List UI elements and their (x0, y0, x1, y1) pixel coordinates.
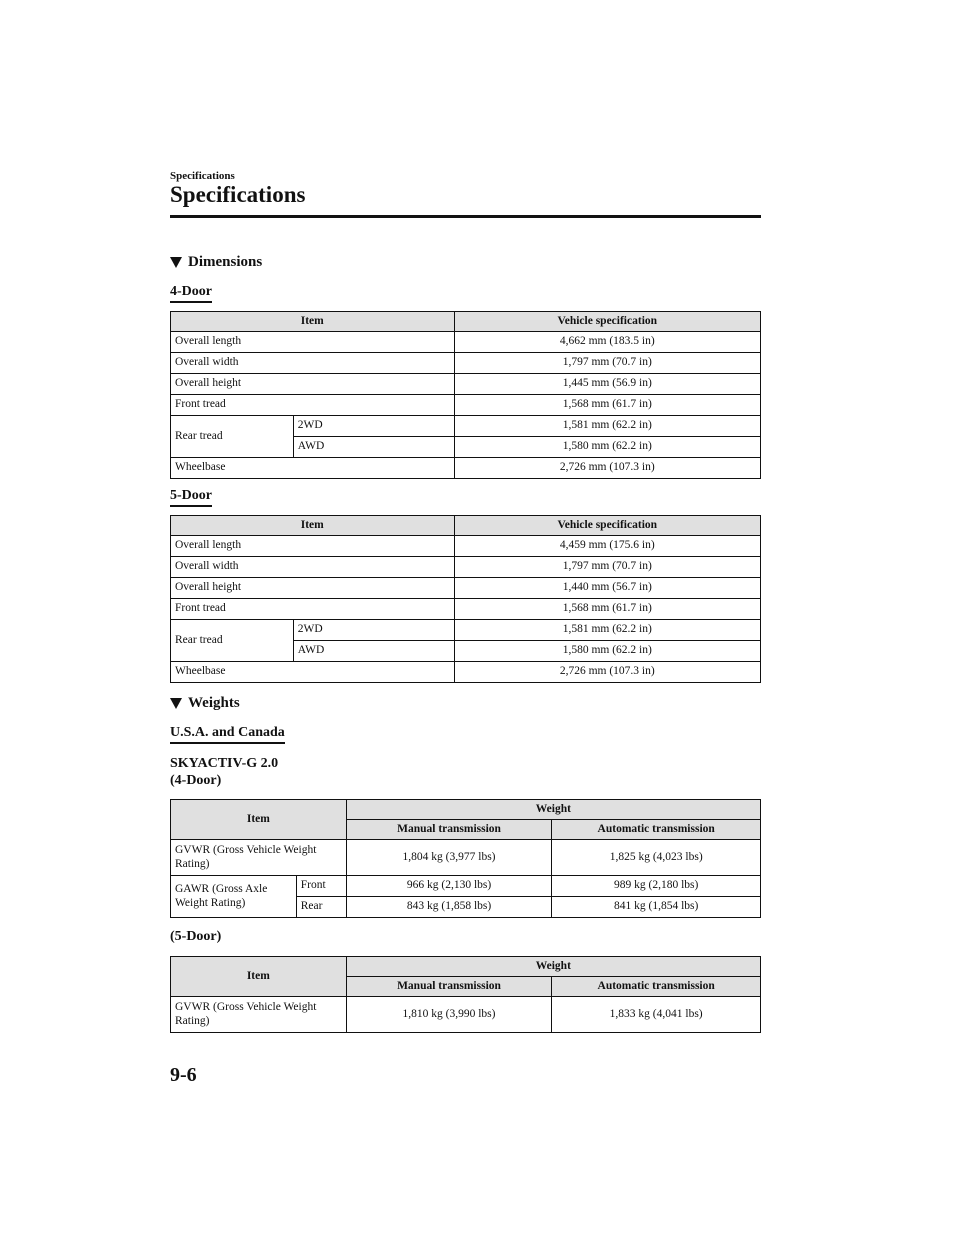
table-row (171, 620, 761, 641)
table-header-row (171, 516, 761, 536)
row-label: Overall width (171, 353, 455, 374)
four-door-weights-table (170, 799, 761, 918)
col-item: Item (171, 800, 347, 840)
col-weight: Weight (346, 800, 760, 820)
col-manual: Manual transmission (346, 820, 552, 840)
row-value: 2,726 mm (107.3 in) (454, 458, 760, 479)
table-row (171, 374, 761, 395)
row-value: 989 kg (2,180 lbs) (552, 876, 761, 897)
table-row (171, 353, 761, 374)
table-row (171, 662, 761, 683)
col-weight: Weight (346, 957, 760, 977)
row-label: GAWR (Gross Axle Weight Rating) (171, 876, 297, 918)
table-row (171, 458, 761, 479)
row-value: 1,445 mm (56.9 in) (454, 374, 760, 395)
col-item: Item (171, 957, 347, 997)
row-value: 2,726 mm (107.3 in) (454, 662, 760, 683)
row-label: Front tread (171, 395, 455, 416)
row-value: 1,825 kg (4,023 lbs) (552, 840, 761, 876)
row-label: Overall length (171, 536, 455, 557)
col-spec: Vehicle specification (454, 516, 760, 536)
page-number: 9-6 (170, 1064, 197, 1086)
row-value: 1,581 mm (62.2 in) (454, 620, 760, 641)
row-label: Wheelbase (171, 662, 455, 683)
row-value: 1,797 mm (70.7 in) (454, 557, 760, 578)
row-label: GVWR (Gross Vehicle Weight Rating) (171, 997, 347, 1033)
row-value: 966 kg (2,130 lbs) (346, 876, 552, 897)
row-value: 1,581 mm (62.2 in) (454, 416, 760, 437)
four-door-dimensions-table (170, 311, 761, 479)
row-label: Front tread (171, 599, 455, 620)
table-row (171, 840, 761, 876)
table-row (171, 416, 761, 437)
triangle-down-icon (170, 257, 182, 268)
dimensions-title: Dimensions (188, 254, 263, 270)
row-value: 843 kg (1,858 lbs) (346, 897, 552, 918)
row-label: GVWR (Gross Vehicle Weight Rating) (171, 840, 347, 876)
row-value: 1,810 kg (3,990 lbs) (346, 997, 552, 1033)
row-sublabel: AWD (293, 641, 454, 662)
row-sublabel: Front (296, 876, 346, 897)
page-title: Specifications (170, 182, 306, 207)
table-row (171, 876, 761, 897)
row-value: 1,833 kg (4,041 lbs) (552, 997, 761, 1033)
row-label: Wheelbase (171, 458, 455, 479)
weights-five-door-heading: (5-Door) (170, 929, 222, 944)
row-value: 1,580 mm (62.2 in) (454, 641, 760, 662)
dimensions-heading (170, 254, 262, 271)
table-header-row (171, 800, 761, 820)
five-door-dimensions-table (170, 515, 761, 683)
row-value: 1,568 mm (61.7 in) (454, 395, 760, 416)
weights-four-door-heading: (4-Door) (170, 773, 222, 788)
col-spec: Vehicle specification (454, 312, 760, 332)
row-value: 1,797 mm (70.7 in) (454, 353, 760, 374)
col-item: Item (171, 312, 455, 332)
row-sublabel: AWD (293, 437, 454, 458)
row-sublabel: Rear (296, 897, 346, 918)
row-value: 4,662 mm (183.5 in) (454, 332, 760, 353)
row-sublabel: 2WD (293, 620, 454, 641)
row-label: Rear tread (171, 620, 294, 662)
engine-heading: SKYACTIV-G 2.0 (170, 756, 279, 771)
row-value: 1,804 kg (3,977 lbs) (346, 840, 552, 876)
col-auto: Automatic transmission (552, 820, 761, 840)
weights-title: Weights (188, 695, 240, 711)
row-label: Rear tread (171, 416, 294, 458)
row-label: Overall height (171, 578, 455, 599)
col-manual: Manual transmission (346, 977, 552, 997)
row-value: 1,568 mm (61.7 in) (454, 599, 760, 620)
row-label: Overall width (171, 557, 455, 578)
table-row (171, 332, 761, 353)
row-value: 841 kg (1,854 lbs) (552, 897, 761, 918)
table-row (171, 997, 761, 1033)
five-door-weights-table (170, 956, 761, 1033)
table-header-row (171, 957, 761, 977)
four-door-heading: 4-Door (170, 284, 212, 303)
row-label: Overall length (171, 332, 455, 353)
five-door-heading: 5-Door (170, 488, 212, 507)
triangle-down-icon (170, 698, 182, 709)
table-row (171, 536, 761, 557)
manual-page (170, 0, 761, 1245)
row-value: 4,459 mm (175.6 in) (454, 536, 760, 557)
region-heading: U.S.A. and Canada (170, 725, 285, 744)
weights-heading (170, 695, 240, 712)
col-item: Item (171, 516, 455, 536)
row-sublabel: 2WD (293, 416, 454, 437)
running-header: Specifications (170, 170, 235, 182)
row-value: 1,580 mm (62.2 in) (454, 437, 760, 458)
table-header-row (171, 312, 761, 332)
col-auto: Automatic transmission (552, 977, 761, 997)
row-value: 1,440 mm (56.7 in) (454, 578, 760, 599)
row-label: Overall height (171, 374, 455, 395)
table-row (171, 599, 761, 620)
table-row (171, 395, 761, 416)
table-row (171, 578, 761, 599)
table-row (171, 557, 761, 578)
title-rule (170, 215, 761, 218)
